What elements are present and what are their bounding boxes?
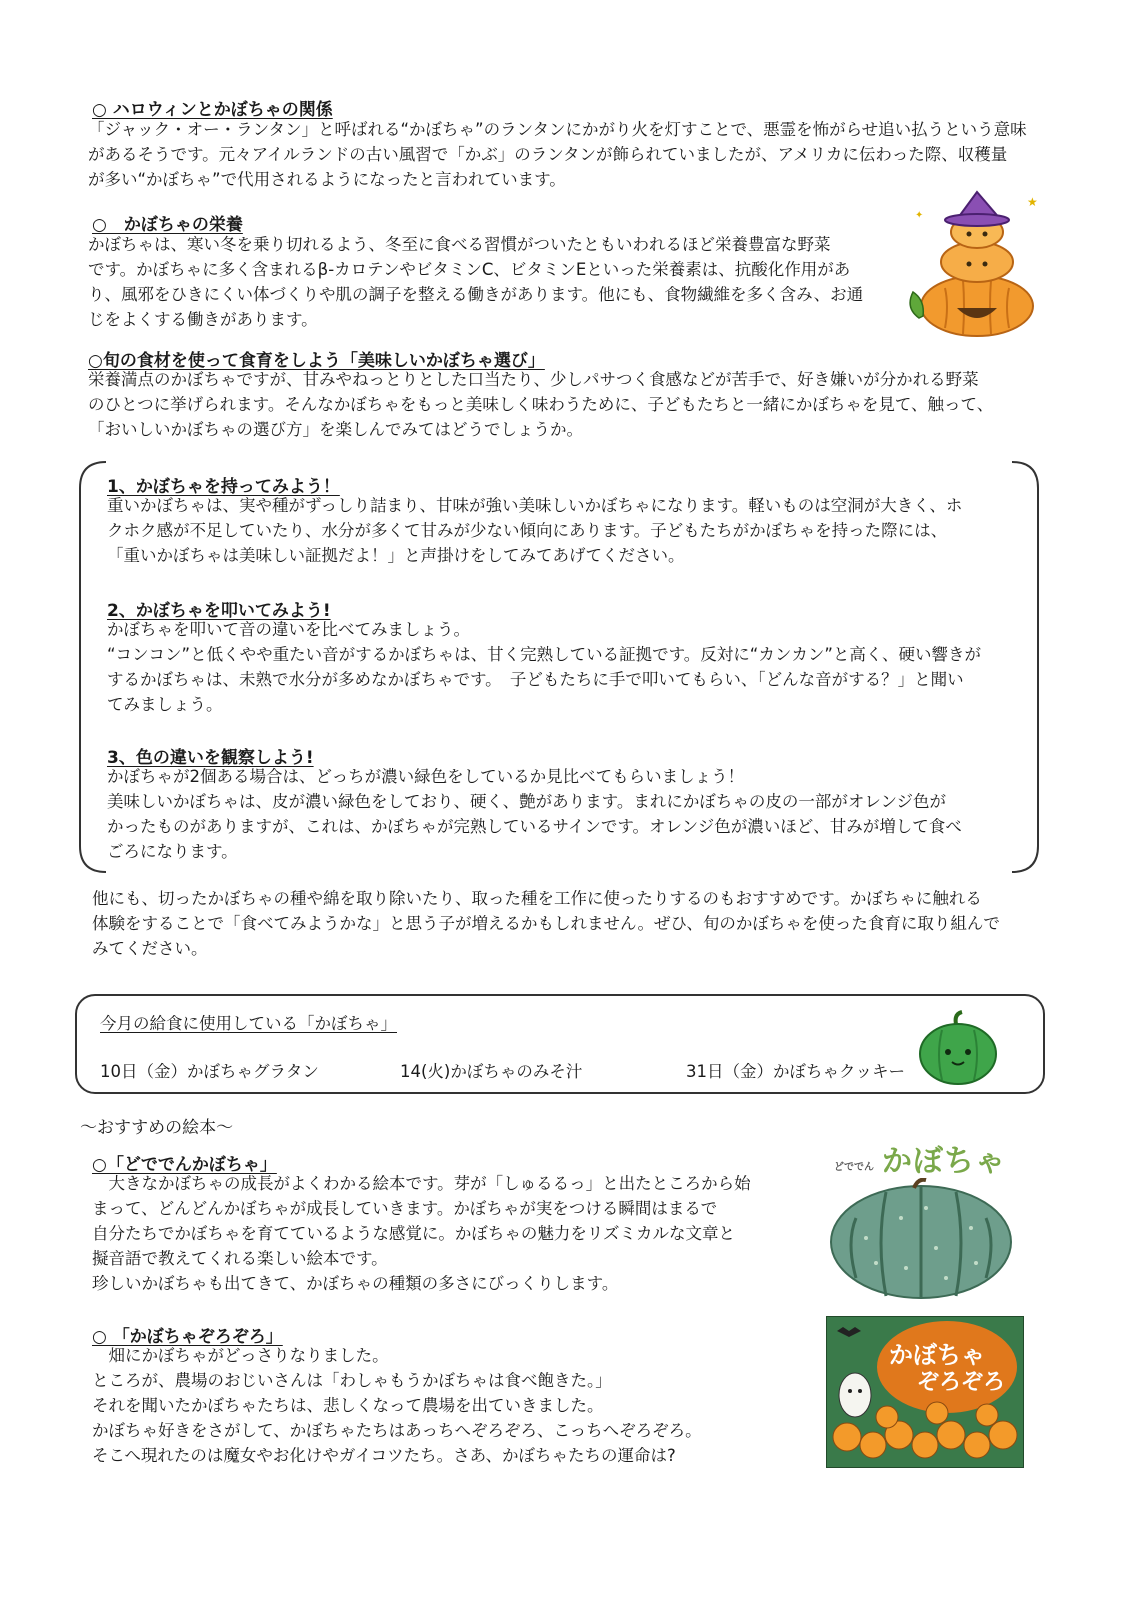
text-line: ところが、農場のおじいさんは「わしゃもうかぼちゃは食べ飽きた。」: [92, 1371, 612, 1390]
book2-title: ○ 「かぼちゃぞろぞろ」: [92, 1327, 283, 1347]
book2-cover-title-line1: かぼちゃ: [889, 1341, 985, 1369]
svg-text:★: ★: [1027, 195, 1038, 209]
text-line: 畑にかぼちゃがどっさりなりました。: [92, 1346, 389, 1365]
section-heading-halloween: ○ ハロウィンとかぼちゃの関係: [92, 100, 333, 120]
tip-text-color: [107, 764, 962, 864]
book1-cover-title: かぼちゃ: [882, 1144, 1006, 1179]
text-line: 「おいしいかぼちゃの選び方」を楽しんでみてはどうでしょうか。: [88, 420, 583, 439]
tip-text-hold: [107, 493, 962, 568]
text-line: みてください。: [92, 939, 208, 958]
text-line: “コンコン”と低くやや重たい音がするかぼちゃは、甘く完熟している証拠です。反対に“カンカン”と高く、硬い響きが: [107, 645, 982, 664]
text-line: 他にも、切ったかぼちゃの種や綿を取り除いたり、取った種を工作に使ったりするのもおすすめです。かぼちゃに触れる: [92, 889, 982, 908]
section-heading-food-education: ○旬の食材を使って食育をしよう「美味しいかぼちゃ選び」: [88, 351, 545, 371]
tip-heading-tap: 2、かぼちゃを叩いてみよう!: [107, 601, 331, 621]
text-line: 体験をすることで「食べてみようかな」と思う子が増えるかもしれません。ぜひ、旬のかぼちゃを使った食育に取り組んで: [92, 914, 1000, 933]
books-heading: ～おすすめの絵本～: [80, 1118, 234, 1138]
text-line: てみましょう。: [107, 695, 223, 714]
lunch-item: 14(火)かぼちゃのみそ汁: [400, 1062, 583, 1081]
book2-description: [92, 1343, 702, 1468]
book2-cover-title-line2: ぞろぞろ: [917, 1370, 1006, 1395]
text-line: 美味しいかぼちゃは、皮が濃い緑色をしており、硬く、艶があります。まれにかぼちゃの皮の一部がオレンジ色が: [107, 792, 947, 811]
svg-text:✦: ✦: [915, 210, 924, 221]
text-line: があるそうです。元々アイルランドの古い風習で「かぶ」のランタンが飾られていましたが、アメリカに伝わった際、収穫量: [88, 145, 1008, 164]
tip-heading-hold: 1、かぼちゃを持ってみよう！: [107, 477, 340, 497]
text-line: かぼちゃを叩いて音の違いを比べてみましょう。: [107, 620, 470, 639]
text-line: かぼちゃ好きをさがして、かぼちゃたちはあっちへぞろぞろ、こっちへぞろぞろ。: [92, 1421, 702, 1440]
book1-cover-small-title: どででん: [834, 1162, 874, 1173]
section-text-nutrition: [88, 232, 863, 332]
text-line: です。かぼちゃに多く含まれるβ-カロテンやビタミンC、ビタミンEといった栄養素は、抗酸化作用があ: [88, 260, 851, 279]
text-line: かぼちゃが2個ある場合は、どっちが濃い緑色をしているか見比べてもらいましょう！: [107, 767, 745, 786]
section-text-food-education: [88, 367, 993, 442]
text-line: が多い“かぼちゃ”で代用されるようになったと言われています。: [88, 170, 566, 189]
text-line: それを聞いたかぼちゃたちは、悲しくなって農場を出ていきました。: [92, 1396, 604, 1415]
text-line: のひとつに挙げられます。そんなかぼちゃをもっと美味しく味わうために、子どもたちと一緒にかぼちゃを見て、触って、: [88, 395, 994, 414]
book1-title: ○「どででんかぼちゃ」: [92, 1155, 277, 1175]
text-line: 大きなかぼちゃの成長がよくわかる絵本です。芽が「しゅるるっ」と出たところから始: [92, 1174, 751, 1193]
text-line: 「重いかぼちゃは美味しい証拠だよ！」と声掛けをしてみてあげてください。: [107, 546, 685, 565]
section-text-halloween: [88, 117, 1027, 192]
lunch-title: 今月の給食に使用している「かぼちゃ」: [100, 1014, 397, 1033]
green-pumpkin-icon: [916, 1010, 1000, 1086]
book2-cover: [826, 1316, 1024, 1468]
text-line: そこへ現れたのは魔女やお化けやガイコツたち。さあ、かぼちゃたちの運命は?: [92, 1446, 676, 1465]
text-line: するかぼちゃは、未熟で水分が多めなかぼちゃです。 子どもたちに手で叩いてもらい、「どんな音がする？」と聞い: [107, 670, 964, 689]
text-line: 「ジャック・オー・ランタン」と呼ばれる“かぼちゃ”のランタンにかがり火を灯すことで、悪霊を怖がらせ追い払うという意味: [88, 120, 1027, 139]
text-line: じをよくする働きがあります。: [88, 310, 318, 329]
text-line: 自分たちでかぼちゃを育てているような感覚に。かぼちゃの魅力をリズミカルな文章と: [92, 1224, 736, 1243]
text-line: 珍しいかぼちゃも出てきて、かぼちゃの種類の多さにびっくりします。: [92, 1274, 619, 1293]
text-line: り、風邪をひきにくい体づくりや肌の調子を整える働きがあります。他にも、食物繊維を多く含み、お通: [88, 285, 864, 304]
book1-cover: [826, 1134, 1016, 1304]
text-line: 栄養満点のかぼちゃですが、甘みやねっとりとした口当たり、少しパサつく食感などが苦手で、好き嫌いが分かれる野菜: [88, 370, 979, 389]
text-line: かったものがありますが、これは、かぼちゃが完熟しているサインです。オレンジ色が濃いほど、甘みが増して食べ: [107, 817, 962, 836]
tip-heading-color: 3、色の違いを観察しよう!: [107, 748, 314, 768]
text-line: 重いかぼちゃは、実や種がずっしり詰まり、甘味が強い美味しいかぼちゃになります。軽いものは空洞が大きく、ホ: [107, 496, 963, 515]
tip-text-tap: [107, 617, 981, 717]
section-heading-nutrition: ○ かぼちゃの栄養: [92, 215, 243, 235]
lunch-item: 31日（金）かぼちゃクッキー: [686, 1062, 905, 1081]
closing-text: [92, 886, 1000, 961]
text-line: まって、どんどんかぼちゃが成長していきます。かぼちゃが実をつける瞬間はまるで: [92, 1199, 718, 1218]
book1-description: [92, 1171, 751, 1296]
text-line: クホク感が不足していたり、水分が多くて甘みが少ない傾向にあります。子どもたちがかぼちゃを持った際には、: [107, 521, 948, 540]
lunch-item: 10日（金）かぼちゃグラタン: [100, 1062, 319, 1081]
text-line: 擬音語で教えてくれる楽しい絵本です。: [92, 1249, 388, 1268]
speckled-pumpkin-icon: [826, 1178, 1016, 1304]
text-line: かぼちゃは、寒い冬を乗り切れるよう、冬至に食べる習慣がついたともいわれるほど栄養豊富な野菜: [88, 235, 831, 254]
stacked-pumpkins-icon: [905, 188, 1045, 338]
text-line: ごろになります。: [107, 842, 238, 861]
